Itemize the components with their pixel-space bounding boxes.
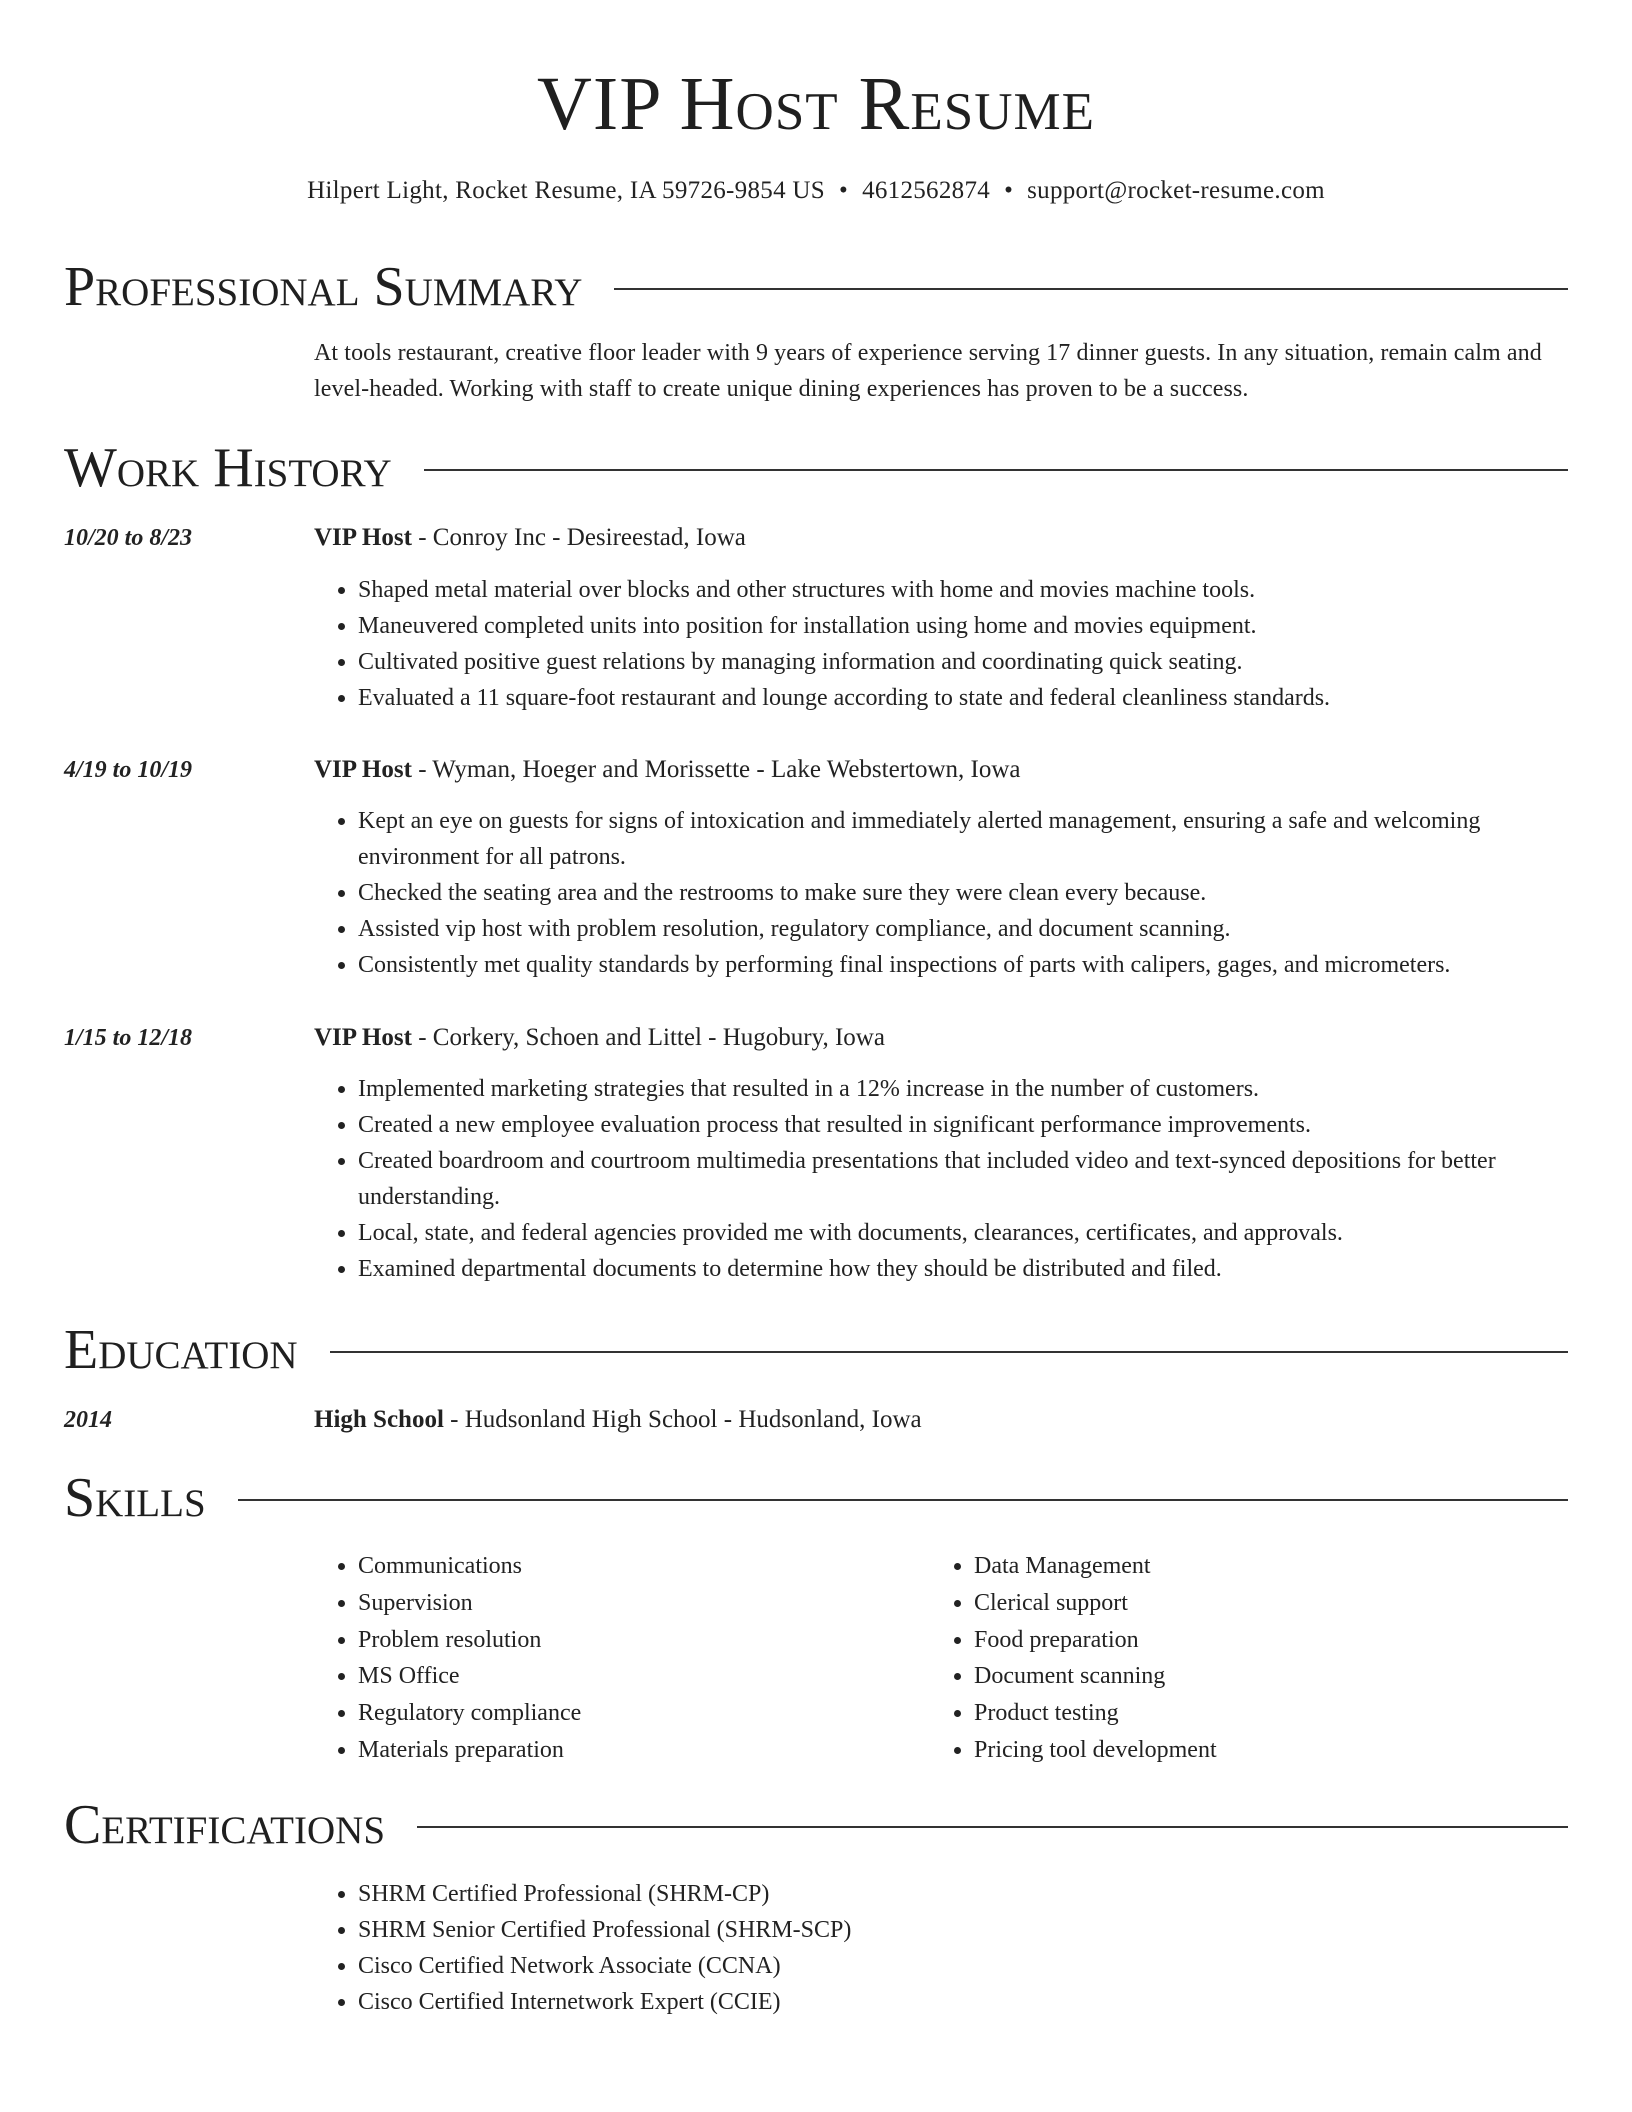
list-item: • Regulatory compliance bbox=[358, 1695, 918, 1732]
list-item: • SHRM Senior Certified Professional (SHRM-SCP) bbox=[358, 1912, 1588, 1948]
list-item: • Implemented marketing strategies that resulted in a 12% increase in the number of customers. bbox=[358, 1071, 1588, 1107]
list-item: • Product testing bbox=[974, 1695, 1534, 1732]
education-year: 2014 bbox=[64, 1407, 112, 1433]
job-title-line bbox=[314, 520, 1568, 556]
section-heading-skills bbox=[64, 1463, 1568, 1533]
job-bullets bbox=[314, 1071, 1588, 1287]
list-item: • Examined departmental documents to determine how they should be distributed and filed. bbox=[358, 1251, 1588, 1287]
section-title: Skills bbox=[64, 1467, 206, 1529]
list-item: • Food preparation bbox=[974, 1622, 1534, 1659]
list-item: • Created boardroom and courtroom multimedia presentations that included video and text-synced depositions for better understanding. bbox=[358, 1143, 1588, 1215]
list-item: • Cisco Certified Network Associate (CCNA) bbox=[358, 1948, 1588, 1984]
list-item: • Shaped metal material over blocks and other structures with home and movies machine tools. bbox=[358, 572, 1588, 608]
section-divider bbox=[614, 288, 1568, 290]
job-dates: 1/15 to 12/18 bbox=[64, 1025, 193, 1051]
resume-title: VIP Host Resume bbox=[537, 62, 1095, 146]
list-item: • Cisco Certified Internetwork Expert (CCIE) bbox=[358, 1984, 1588, 2020]
education-details: - Hudsonland High School - Hudsonland, Iowa bbox=[443, 1406, 922, 1433]
job-details: - Corkery, Schoen and Littel - Hugobury, Iowa bbox=[411, 1024, 885, 1051]
list-item: • Evaluated a 11 square-foot restaurant and lounge according to state and federal cleanliness standards. bbox=[358, 680, 1588, 716]
list-item: • Problem resolution bbox=[358, 1622, 918, 1659]
contact-separator: • bbox=[1004, 177, 1014, 204]
list-item: • Assisted vip host with problem resolution, regulatory compliance, and document scanning. bbox=[358, 911, 1588, 947]
section-divider bbox=[330, 1351, 1568, 1353]
section-title: Professional Summary bbox=[64, 256, 583, 318]
section-title: Certifications bbox=[64, 1794, 386, 1856]
job-title-line bbox=[314, 752, 1568, 788]
list-item: • Checked the seating area and the restrooms to make sure they were clean every because. bbox=[358, 875, 1588, 911]
section-divider bbox=[238, 1499, 1568, 1501]
section-heading-education bbox=[64, 1315, 1568, 1385]
job-dates: 4/19 to 10/19 bbox=[64, 757, 193, 783]
summary-text: At tools restaurant, creative floor leader with 9 years of experience serving 17 dinner guests. In any situation, remain calm and level-headed. Working with staff to create unique dining experiences has proven to be a success. bbox=[314, 340, 1542, 402]
list-item: • Clerical support bbox=[974, 1585, 1534, 1622]
section-divider bbox=[424, 469, 1568, 471]
contact-address: Hilpert Light, Rocket Resume, IA 59726-9854 US bbox=[307, 177, 825, 204]
list-item: • Data Management bbox=[974, 1548, 1534, 1585]
list-item: • Supervision bbox=[358, 1585, 918, 1622]
list-item: • Cultivated positive guest relations by managing information and coordinating quick seating. bbox=[358, 644, 1588, 680]
list-item: • Consistently met quality standards by performing final inspections of parts with calipers, gages, and micrometers. bbox=[358, 947, 1588, 983]
job-bullets bbox=[314, 572, 1588, 716]
contact-separator: • bbox=[839, 177, 849, 204]
skills-list-left bbox=[314, 1548, 918, 1769]
list-item: • Created a new employee evaluation process that resulted in significant performance improvements. bbox=[358, 1107, 1588, 1143]
job-dates: 10/20 to 8/23 bbox=[64, 525, 193, 551]
list-item: • Communications bbox=[358, 1548, 918, 1585]
contact-line bbox=[0, 174, 1632, 208]
section-title: Education bbox=[64, 1319, 298, 1381]
job-title: VIP Host bbox=[314, 756, 412, 783]
job-details: - Wyman, Hoeger and Morissette - Lake Webstertown, Iowa bbox=[411, 756, 1021, 783]
certifications-list bbox=[314, 1876, 1588, 2020]
contact-phone: 4612562874 bbox=[862, 177, 991, 204]
list-item: • SHRM Certified Professional (SHRM-CP) bbox=[358, 1876, 1588, 1912]
section-heading-certifications bbox=[64, 1790, 1568, 1860]
list-item: • Materials preparation bbox=[358, 1732, 918, 1769]
list-item: • MS Office bbox=[358, 1658, 918, 1695]
job-title: VIP Host bbox=[314, 524, 412, 551]
job-title-line bbox=[314, 1020, 1568, 1056]
education-line bbox=[314, 1402, 1568, 1438]
list-item: • Local, state, and federal agencies provided me with documents, clearances, certificates, and approvals. bbox=[358, 1215, 1588, 1251]
skills-list-right bbox=[930, 1548, 1534, 1769]
list-item: • Kept an eye on guests for signs of intoxication and immediately alerted management, ensuring a safe and welcoming environment for all patrons. bbox=[358, 803, 1588, 875]
contact-email: support@rocket-resume.com bbox=[1027, 177, 1325, 204]
list-item: • Document scanning bbox=[974, 1658, 1534, 1695]
section-heading-work-history bbox=[64, 433, 1568, 503]
section-divider bbox=[417, 1826, 1568, 1828]
section-title: Work History bbox=[64, 437, 392, 499]
job-title: VIP Host bbox=[314, 1024, 412, 1051]
job-bullets bbox=[314, 803, 1588, 983]
education-degree: High School bbox=[314, 1406, 444, 1433]
list-item: • Maneuvered completed units into position for installation using home and movies equipment. bbox=[358, 608, 1588, 644]
list-item: • Pricing tool development bbox=[974, 1732, 1534, 1769]
section-heading-summary bbox=[64, 252, 1568, 322]
job-details: - Conroy Inc - Desireestad, Iowa bbox=[411, 524, 746, 551]
